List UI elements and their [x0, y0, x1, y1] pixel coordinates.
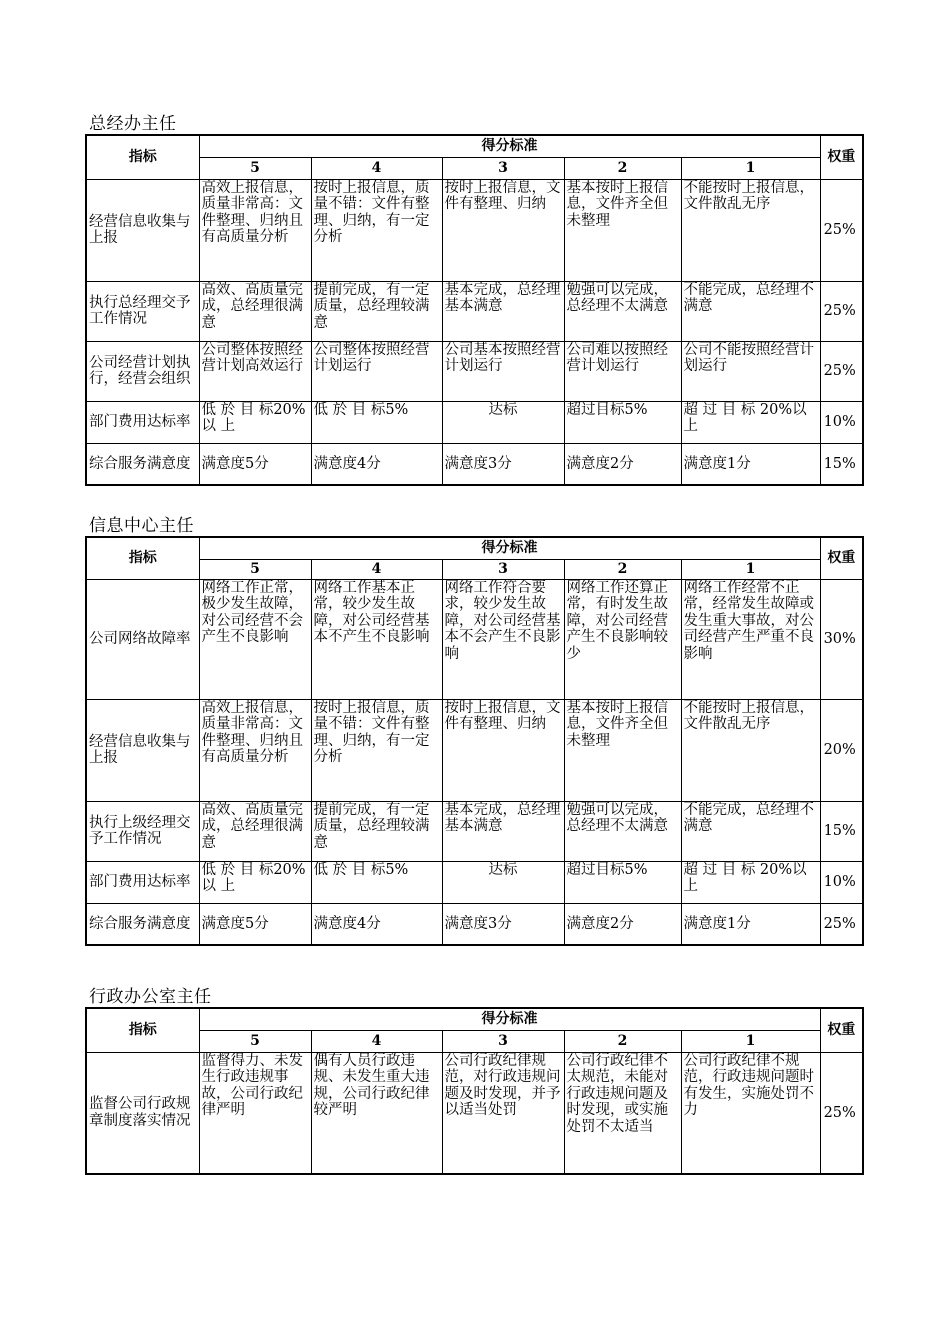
header-indicator: 指标: [86, 537, 199, 579]
weight-cell: 15%: [820, 801, 863, 861]
criteria-cell: 网络工作还算正常，有时发生故障，对公司经营产生不良影响较少: [564, 579, 681, 699]
criteria-cell: 不能完成，总经理不满意: [681, 281, 820, 341]
header-standard: 得分标准: [199, 1008, 820, 1030]
indicator-cell: 综合服务满意度: [86, 903, 199, 945]
weight-cell: 30%: [820, 579, 863, 699]
header-standard: 得分标准: [199, 135, 820, 157]
criteria-cell: 超 过 目 标 20%以 上: [681, 401, 820, 443]
weight-cell: 25%: [820, 903, 863, 945]
header-standard: 得分标准: [199, 537, 820, 559]
criteria-cell: 公司整体按照经营计划运行: [311, 341, 442, 401]
weight-cell: 10%: [820, 861, 863, 903]
criteria-cell: 公司不能按照经营计划运行: [681, 341, 820, 401]
section-admin-office: [85, 987, 862, 1175]
criteria-cell: 勉强可以完成，总经理不太满意: [564, 281, 681, 341]
table-row: [86, 699, 863, 801]
criteria-cell: 基本按时上报信息，文件齐全但未整理: [564, 699, 681, 801]
header-indicator: 指标: [86, 1008, 199, 1052]
level-4: 4: [311, 157, 442, 179]
criteria-cell: 满意度2分: [564, 443, 681, 485]
criteria-cell: 按时上报信息，文件有整理、归纳: [442, 179, 564, 281]
table-row: [86, 903, 863, 945]
criteria-cell: 达标: [442, 861, 564, 903]
criteria-cell: 低 於 目 标20%以 上: [199, 401, 311, 443]
criteria-cell: 监督得力、未发生行政违规事故，公司行政纪律严明: [199, 1052, 311, 1174]
table-row: [86, 179, 863, 281]
weight-cell: 15%: [820, 443, 863, 485]
criteria-cell: 低 於 目 标5%: [311, 861, 442, 903]
criteria-cell: 满意度1分: [681, 443, 820, 485]
criteria-cell: 超过目标5%: [564, 401, 681, 443]
indicator-cell: 执行上级经理交予工作情况: [86, 801, 199, 861]
table-row: [86, 401, 863, 443]
criteria-cell: 按时上报信息，文件有整理、归纳: [442, 699, 564, 801]
score-table: [85, 536, 864, 946]
header-weight: 权重: [820, 537, 863, 579]
score-table: [85, 1007, 864, 1175]
criteria-cell: 基本完成，总经理基本满意: [442, 281, 564, 341]
table-row: [86, 341, 863, 401]
level-2: 2: [564, 157, 681, 179]
criteria-cell: 基本按时上报信息，文件齐全但未整理: [564, 179, 681, 281]
criteria-cell: 满意度5分: [199, 903, 311, 945]
level-5: 5: [199, 157, 311, 179]
indicator-cell: 监督公司行政规章制度落实情况: [86, 1052, 199, 1174]
criteria-cell: 网络工作正常，极少发生故障，对公司经营不会产生不良影响: [199, 579, 311, 699]
criteria-cell: 公司基本按照经营计划运行: [442, 341, 564, 401]
header-indicator: 指标: [86, 135, 199, 179]
weight-cell: 10%: [820, 401, 863, 443]
level-5: 5: [199, 559, 311, 579]
criteria-cell: 提前完成，有一定质量，总经理较满意: [311, 281, 442, 341]
criteria-cell: 提前完成，有一定质量，总经理较满意: [311, 801, 442, 861]
level-2: 2: [564, 559, 681, 579]
indicator-cell: 经营信息收集与上报: [86, 699, 199, 801]
weight-cell: 20%: [820, 699, 863, 801]
indicator-cell: 公司网络故障率: [86, 579, 199, 699]
criteria-cell: 超 过 目 标 20%以 上: [681, 861, 820, 903]
level-4: 4: [311, 1030, 442, 1052]
table-row: [86, 579, 863, 699]
indicator-cell: 公司经营计划执行，经营会组织: [86, 341, 199, 401]
score-table: [85, 134, 864, 486]
header-weight: 权重: [820, 1008, 863, 1052]
level-5: 5: [199, 1030, 311, 1052]
criteria-cell: 公司行政纪律不太规范，未能对行政违规问题及时发现，或实施处罚不太适当: [564, 1052, 681, 1174]
section-title: 行政办公室主任: [89, 987, 212, 1007]
table-row: [86, 281, 863, 341]
criteria-cell: 网络工作基本正常，较少发生故障，对公司经营基本不产生不良影响: [311, 579, 442, 699]
criteria-cell: 按时上报信息，质量不错：文件有整理、归纳，有一定分析: [311, 179, 442, 281]
level-2: 2: [564, 1030, 681, 1052]
criteria-cell: 超过目标5%: [564, 861, 681, 903]
section-title: 信息中心主任: [89, 516, 194, 536]
section-info-center: [85, 516, 862, 946]
criteria-cell: 低 於 目 标20%以 上: [199, 861, 311, 903]
table-row: [86, 861, 863, 903]
level-4: 4: [311, 559, 442, 579]
criteria-cell: 低 於 目 标5%: [311, 401, 442, 443]
criteria-cell: 网络工作符合要求，较少发生故障，对公司经营基本不会产生不良影响: [442, 579, 564, 699]
criteria-cell: 满意度3分: [442, 443, 564, 485]
criteria-cell: 满意度4分: [311, 443, 442, 485]
criteria-cell: 满意度5分: [199, 443, 311, 485]
criteria-cell: 满意度1分: [681, 903, 820, 945]
criteria-cell: 按时上报信息，质量不错：文件有整理、归纳，有一定分析: [311, 699, 442, 801]
indicator-cell: 综合服务满意度: [86, 443, 199, 485]
indicator-cell: 部门费用达标率: [86, 401, 199, 443]
level-3: 3: [442, 1030, 564, 1052]
indicator-cell: 经营信息收集与上报: [86, 179, 199, 281]
level-1: 1: [681, 1030, 820, 1052]
level-3: 3: [442, 157, 564, 179]
table-row: [86, 801, 863, 861]
criteria-cell: 不能按时上报信息，文件散乱无序: [681, 699, 820, 801]
table-row: [86, 443, 863, 485]
header-weight: 权重: [820, 135, 863, 179]
criteria-cell: 高效、高质量完成，总经理很满意: [199, 281, 311, 341]
criteria-cell: 不能按时上报信息，文件散乱无序: [681, 179, 820, 281]
criteria-cell: 网络工作经常不正常，经常发生故障或发生重大事故，对公司经营产生严重不良影响: [681, 579, 820, 699]
weight-cell: 25%: [820, 1052, 863, 1174]
criteria-cell: 公司行政纪律不规范，行政违规问题时有发生，实施处罚不力: [681, 1052, 820, 1174]
criteria-cell: 公司难以按照经营计划运行: [564, 341, 681, 401]
criteria-cell: 公司整体按照经营计划高效运行: [199, 341, 311, 401]
criteria-cell: 高效上报信息，质量非常高：文件整理、归纳且有高质量分析: [199, 699, 311, 801]
criteria-cell: 基本完成，总经理基本满意: [442, 801, 564, 861]
weight-cell: 25%: [820, 281, 863, 341]
criteria-cell: 高效上报信息，质量非常高：文件整理、归纳且有高质量分析: [199, 179, 311, 281]
criteria-cell: 满意度4分: [311, 903, 442, 945]
section-general-office: [85, 114, 862, 486]
level-1: 1: [681, 559, 820, 579]
weight-cell: 25%: [820, 179, 863, 281]
indicator-cell: 部门费用达标率: [86, 861, 199, 903]
criteria-cell: 满意度2分: [564, 903, 681, 945]
criteria-cell: 满意度3分: [442, 903, 564, 945]
criteria-cell: 不能完成，总经理不满意: [681, 801, 820, 861]
level-3: 3: [442, 559, 564, 579]
indicator-cell: 执行总经理交予工作情况: [86, 281, 199, 341]
criteria-cell: 公司行政纪律规范，对行政违规问题及时发现，并予以适当处罚: [442, 1052, 564, 1174]
section-title: 总经办主任: [89, 114, 177, 134]
criteria-cell: 偶有人员行政违规、未发生重大违规，公司行政纪律较严明: [311, 1052, 442, 1174]
criteria-cell: 勉强可以完成，总经理不太满意: [564, 801, 681, 861]
weight-cell: 25%: [820, 341, 863, 401]
level-1: 1: [681, 157, 820, 179]
criteria-cell: 达标: [442, 401, 564, 443]
table-row: [86, 1052, 863, 1174]
criteria-cell: 高效、高质量完成，总经理很满意: [199, 801, 311, 861]
